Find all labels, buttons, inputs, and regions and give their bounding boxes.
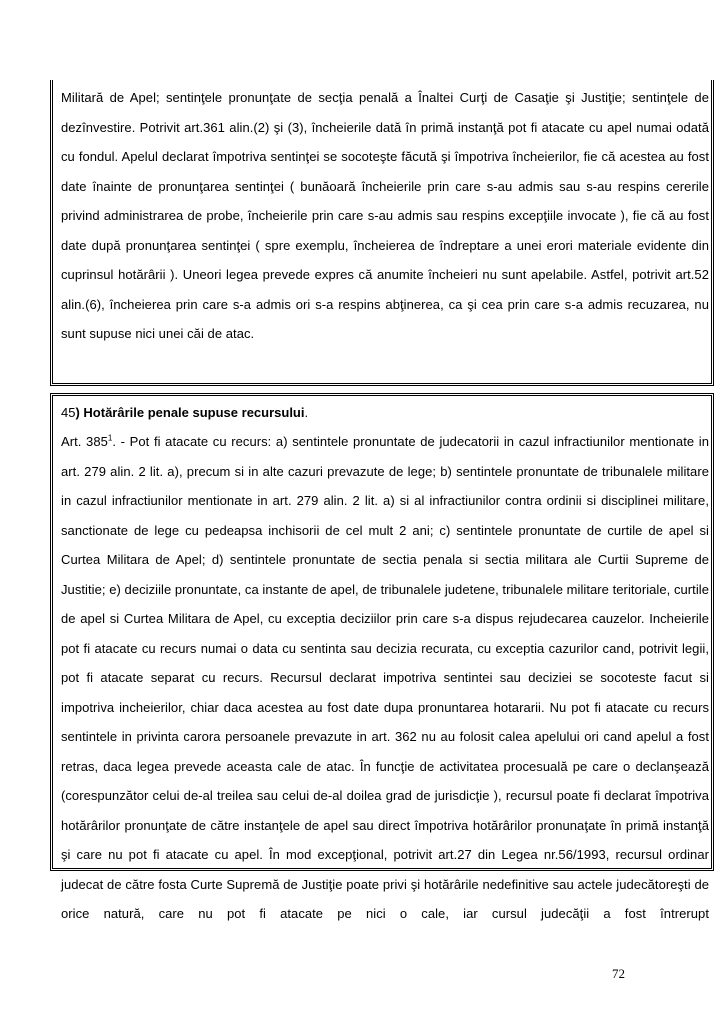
- article-reference: Art. 385: [61, 434, 108, 449]
- paragraph-appeal-hotarari: Militară de Apel; sentinţele pronunţate de secţia penală a Înaltei Curţi de Casaţie şi Justiţie; sentinţele de dezînvestire. Potrivit art.361 alin.(2) şi (3), încheierile dată în primă instanţă pot fi atacate cu apel numai odată cu fondul. Apelul declarat împotriva sentinţei se socoteşte făcută şi împotriva încheierilor, fie că acestea au fost date înainte de pronunţarea sentinţei ( bunăoară încheierile prin care s-au admis sau s-au respins cererile privind administrarea de probe, încheierile prin care s-au admis sau respins excepţiile invocate ), fie că au fost date după pronunţarea sentinţei ( spre exemplu, încheierea de îndreptare a unei erori materiale evidente din cuprinsul hotărârii ). Uneori legea prevede expres că anumite încheieri nu sunt apelabile. Astfel, potrivit art.52 alin.(6), încheierea prin care s-a admis ori s-a respins abţinerea, ca şi cea prin care s-a admis recuzarea, nu sunt supuse nici unei căi de atac.: [61, 90, 709, 341]
- section-heading-end: .: [304, 405, 309, 420]
- article-superscript: 1: [107, 433, 113, 443]
- section-title: ) Hotărârile penale supuse recursului: [75, 405, 305, 420]
- page-number: 72: [612, 966, 625, 981]
- paragraph-art-385: [53, 423, 711, 929]
- article-text: . - Pot fi atacate cu recurs: a) sentintele pronuntate de judecatorii in cazul infractiunilor mentionate in art. 279 alin. 2 lit. a), precum si in alte cazuri prevazute de lege; b) sentintele pronuntate de tribunalele militare in cazul infractiunilor mentionate in art. 279 alin. 2 lit. a) si al infractiunilor contra ordinii si disciplinei militare, sanctionate de lege cu pedeapsa inchisorii de cel mult 2 ani; c) sentintele pronuntate de curtile de apel si Curtea Militara de Apel; d) sentintele pronuntate de sectia penala si sectia militara ale Curtii Supreme de Justitie; e) deciziile pronuntate, ca instante de apel, de tribunalele judetene, tribunalele militare teritoriale, curtile de apel si Curtea Militara de Apel, cu exceptia deciziilor prin care s-a dispus rejudecarea cauzelor. Incheierile pot fi atacate cu recurs numai o data cu sentinta sau decizia recurata, cu exceptia cazurilor cand, potrivit legii, pot fi atacate separat cu recurs. Recursul declarat impotriva sentintei sau deciziei se socoteste facut si impotriva incheierilor, chiar daca acestea au fost date dupa pronuntarea hotararii. Nu pot fi atacate cu recurs sentintele in privinta carora persoanele prevazute in art. 362 nu au folosit calea apelului ori cand apelul a fost retras, daca legea prevede aceasta cale de atac. În funcţie de activitatea procesuală pe care o declanşează (corespunzător celui de-al treilea sau celui de-al doilea grad de jurisdicţie ), recursul poate fi declarat împotriva hotărârilor pronunţate de către instanţele de apel sau direct împotriva hotărârilor pronunaţate în primă instanţă şi care nu pot fi atacate cu apel. În mod excepţional, potrivit art.27 din Legea nr.56/1993, recursul ordinar judecat de către fosta Curte Supremă de Justiţie poate privi şi hotărârile nedefinitive sau actele judecătoreşti de orice natură, care nu pot fi atacate pe nici o cale, iar cursul judecăţii a fost întrerupt: [61, 434, 709, 921]
- text-block-continuation: [50, 80, 714, 386]
- section-heading: [53, 396, 711, 423]
- section-number: 45: [61, 405, 76, 420]
- section-45-block: [50, 393, 714, 921]
